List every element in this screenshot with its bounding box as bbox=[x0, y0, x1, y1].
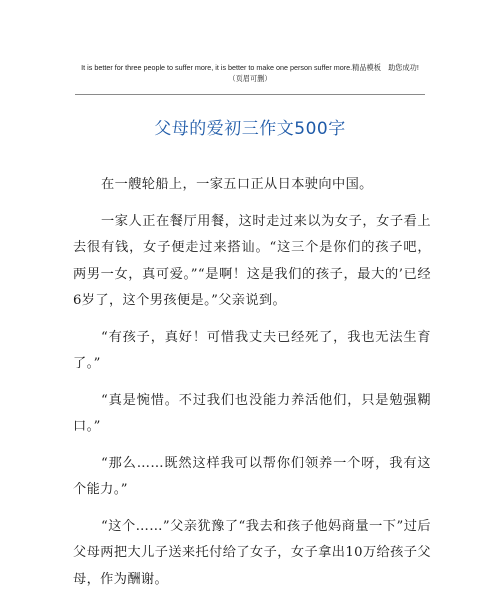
paragraph: “真是惋惜。不过我们也没能力养活他们，只是勉强糊口。” bbox=[73, 392, 431, 434]
paragraph: “这个……”父亲犹豫了“我去和孩子他妈商量一下”过后父母两把大儿子送来托付给了女子，女子拿出10万给孩子父母，作为酬谢。 bbox=[73, 518, 431, 587]
header-text: It is better for three people to suffer more, it is better to make one person suffer more.精品模板 助您成功! bbox=[81, 63, 419, 72]
paragraph: 一家人正在餐厅用餐，这时走过来以为女子，女子看上去很有钱，女子便走过来搭讪。“这三个是你们的孩子吧，两男一女，真可爱。”“是啊！这是我们的孩子，最大的’已经6岁了，这个男孩便是。”父亲说到。 bbox=[73, 213, 431, 308]
paragraph: “有孩子，真好！可惜我丈夫已经死了，我也无法生育了。” bbox=[73, 329, 431, 371]
document-body bbox=[73, 172, 431, 603]
document-title: 父母的爱初三作文500字 bbox=[154, 119, 346, 139]
header-note: （页眉可删） bbox=[228, 74, 272, 83]
paragraph: 在一艘轮船上，一家五口正从日本驶向中国。 bbox=[101, 177, 373, 192]
page-header bbox=[60, 62, 440, 84]
paragraph: “那么……既然这样我可以帮你们领养一个呀，我有这个能力。” bbox=[73, 455, 431, 497]
header-divider bbox=[75, 94, 425, 95]
